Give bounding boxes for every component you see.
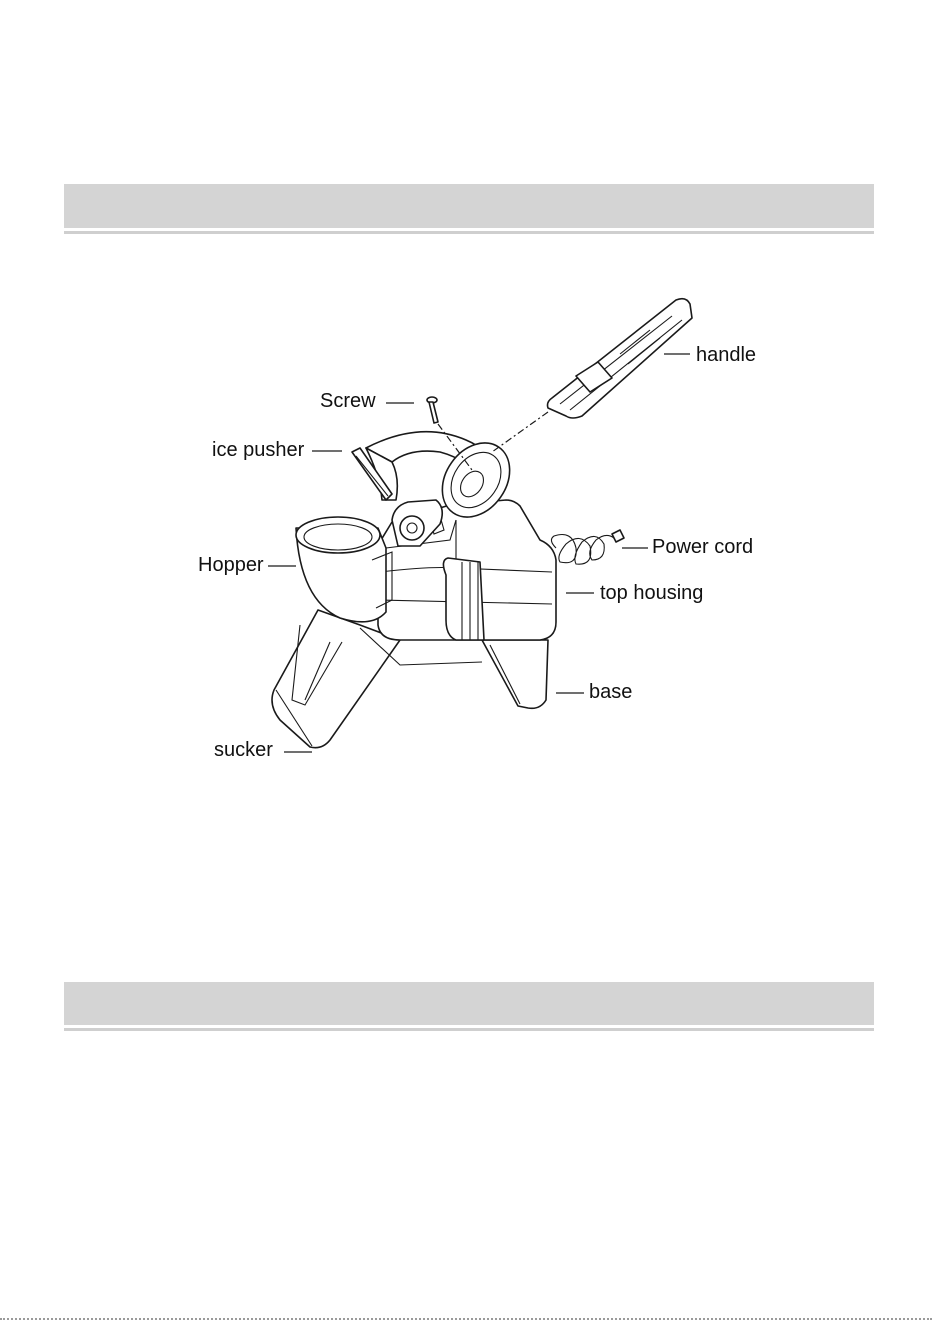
- handle-assembly-line: [492, 412, 548, 452]
- screw-part: [427, 397, 438, 423]
- screw-label: Screw: [320, 390, 376, 412]
- handle-part: [548, 299, 693, 418]
- page-bottom-dotted-edge: [0, 1318, 932, 1320]
- hopper-label: Hopper: [198, 554, 264, 576]
- power-cord-label: Power cord: [652, 536, 754, 558]
- section-header-rule-bottom: [64, 1028, 874, 1031]
- top-housing-label: top housing: [600, 582, 704, 604]
- hopper-part: [296, 517, 392, 622]
- housing-grip-band: [443, 558, 484, 640]
- handle-label: handle: [696, 344, 757, 366]
- section-header-bar-bottom: [64, 982, 874, 1025]
- base-part: [482, 640, 548, 708]
- base-label: base: [589, 681, 633, 703]
- sucker-label: sucker: [214, 739, 273, 761]
- power-cord-part: [551, 530, 624, 564]
- ice-pusher-label: ice pusher: [212, 439, 305, 461]
